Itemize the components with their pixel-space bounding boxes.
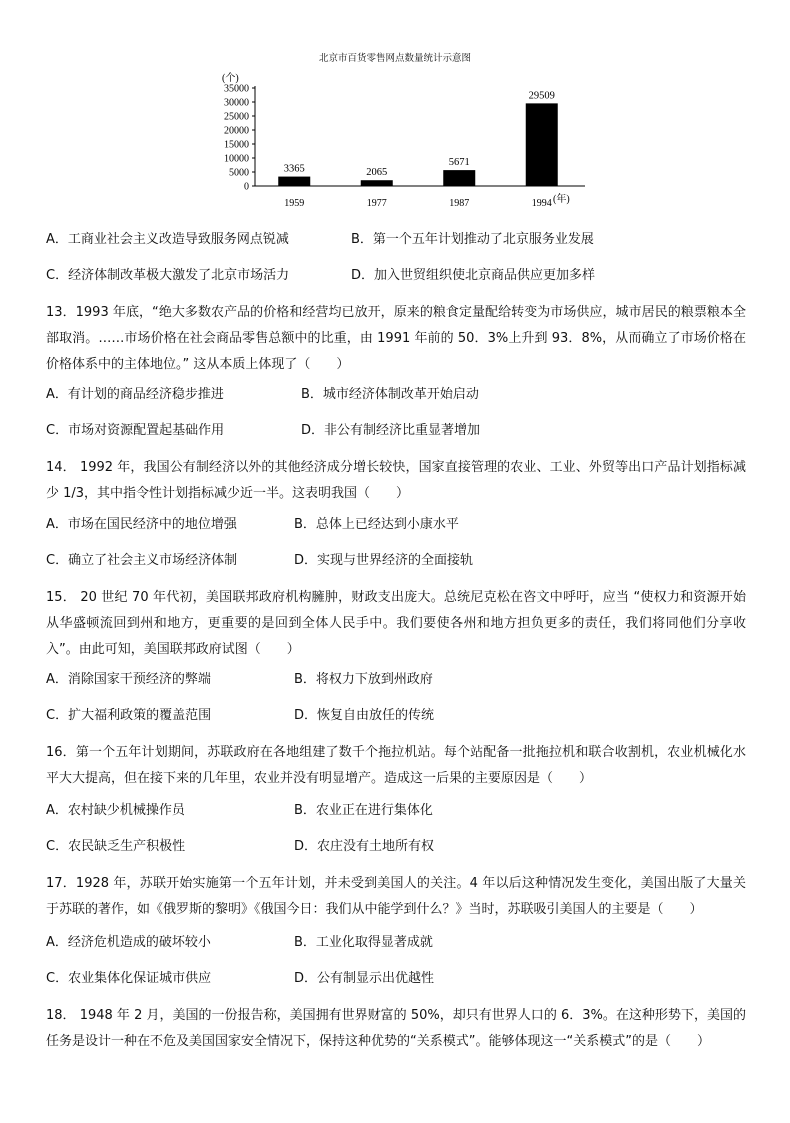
q16-option-c[interactable]: C．农民缺乏生产积极性 [46, 839, 186, 854]
y-tick-label: 20000 [224, 125, 249, 137]
q18-stem: 18． 1948 年 2 月，美国的一份报告称，美国拥有世界财富的 50%，却只有世界人口的 6．3%。在这种形势下，美国的任务是设计一种在不危及美国国家安全情况下，保持这种优势的“关系模式”。能够体现这一“关系模式”的是（ ） [46, 1008, 746, 1049]
bar-value-label: 3365 [283, 163, 305, 175]
q14-option-a[interactable]: A．市场在国民经济中的地位增强 [46, 517, 237, 532]
q12-option-b[interactable]: B．第一个五年计划推动了北京服务业发展 [351, 232, 594, 247]
q17-stem: 17．1928 年，苏联开始实施第一个五年计划，并未受到美国人的关注。4 年以后这种情况发生变化，美国出版了大量关于苏联的著作，如《俄罗斯的黎明》《俄国今日：我们从中能学到什么？》当时，苏联吸引美国人的主要是（ ） [46, 876, 746, 917]
q13-stem: 13．1993 年底，“绝大多数农产品的价格和经营均已放开，原来的粮食定量配给转变为市场供应，城市居民的粮票粮本全部取消。……市场价格在社会商品零售总额中的比重，由 1991 年前的 50．3%上升到 93．8%，从而确立了市场价格在价格体系中的主体地位。” 这从本质上体现了（ ） [46, 305, 746, 372]
q15-stem: 15． 20 世纪 70 年代初，美国联邦政府机构臃肿，财政支出庞大。总统尼克松在咨文中呼吁，应当 “使权力和资源开始从华盛顿流回到州和地方，更重要的是回到全体人民手中。我们要使各州和地方担负更多的责任，我们将同他们分享收入”。由此可知，美国联邦政府试图（ ） [46, 590, 746, 657]
x-axis-unit-label: (年) [553, 194, 570, 205]
bar [278, 177, 310, 186]
q17-option-a[interactable]: A．经济危机造成的破坏较小 [46, 935, 211, 950]
bar-value-label: 29509 [528, 90, 555, 102]
q16-option-b[interactable]: B．农业正在进行集体化 [294, 803, 433, 818]
y-tick-label: 0 [244, 181, 249, 193]
y-tick-label: 25000 [224, 111, 249, 123]
q14-option-c[interactable]: C．确立了社会主义市场经济体制 [46, 553, 238, 568]
y-axis-unit-label: (个) [222, 73, 239, 84]
x-tick-label: 1977 [366, 198, 387, 209]
q12-option-a[interactable]: A．工商业社会主义改造导致服务网点锐减 [46, 232, 289, 247]
bar [443, 170, 475, 186]
q15-option-c[interactable]: C．扩大福利政策的覆盖范围 [46, 708, 212, 723]
q17-option-c[interactable]: C．农业集体化保证城市供应 [46, 971, 212, 986]
bar [361, 180, 393, 186]
bar-value-label: 5671 [448, 157, 470, 169]
y-tick-label: 35000 [224, 83, 249, 95]
y-tick-label: 15000 [224, 139, 249, 151]
q15-option-d[interactable]: D．恢复自由放任的传统 [294, 708, 435, 723]
q15-option-b[interactable]: B．将权力下放到州政府 [294, 672, 433, 687]
q16-option-a[interactable]: A．农村缺少机械操作员 [46, 803, 185, 818]
q16-stem: 16．第一个五年计划期间，苏联政府在各地组建了数千个拖拉机站。每个站配备一批拖拉机和联合收割机，农业机械化水平大大提高，但在接下来的几年里，农业并没有明显增产。造成这一后果的主要原因是（ ） [46, 745, 746, 786]
q14-stem: 14． 1992 年，我国公有制经济以外的其他经济成分增长较快，国家直接管理的农业、工业、外贸等出口产品计划指标减少 1/3，其中指令性计划指标减少近一半。这表明我国（ ） [46, 460, 746, 501]
q13-option-d[interactable]: D．非公有制经济比重显著增加 [301, 423, 481, 438]
y-tick-label: 10000 [224, 153, 249, 165]
q13-option-c[interactable]: C．市场对资源配置起基础作用 [46, 423, 225, 438]
q14-option-b[interactable]: B．总体上已经达到小康水平 [294, 517, 459, 532]
chart-canvas [200, 48, 590, 218]
x-tick-label: 1994 [531, 198, 552, 209]
q17-option-d[interactable]: D．公有制显示出优越性 [294, 971, 435, 986]
bar-value-label: 2065 [366, 167, 388, 179]
q14-option-d[interactable]: D．实现与世界经济的全面接轨 [294, 553, 474, 568]
chart-title: 北京市百货零售网点数量统计示意图 [318, 53, 471, 64]
q16-option-d[interactable]: D．农庄没有土地所有权 [294, 839, 435, 854]
y-tick-label: 30000 [224, 97, 249, 109]
x-tick-label: 1987 [449, 198, 470, 209]
q15-option-a[interactable]: A．消除国家干预经济的弊端 [46, 672, 211, 687]
x-tick-label: 1959 [284, 198, 305, 209]
y-tick-label: 5000 [229, 167, 249, 179]
q12-option-d[interactable]: D．加入世贸组织使北京商品供应更加多样 [351, 268, 596, 283]
q13-option-b[interactable]: B．城市经济体制改革开始启动 [301, 387, 479, 402]
q17-option-b[interactable]: B．工业化取得显著成就 [294, 935, 433, 950]
bar-chart [200, 48, 590, 218]
q13-option-a[interactable]: A．有计划的商品经济稳步推进 [46, 387, 224, 402]
bar [526, 103, 558, 186]
q12-option-c[interactable]: C．经济体制改革极大激发了北京市场活力 [46, 268, 290, 283]
